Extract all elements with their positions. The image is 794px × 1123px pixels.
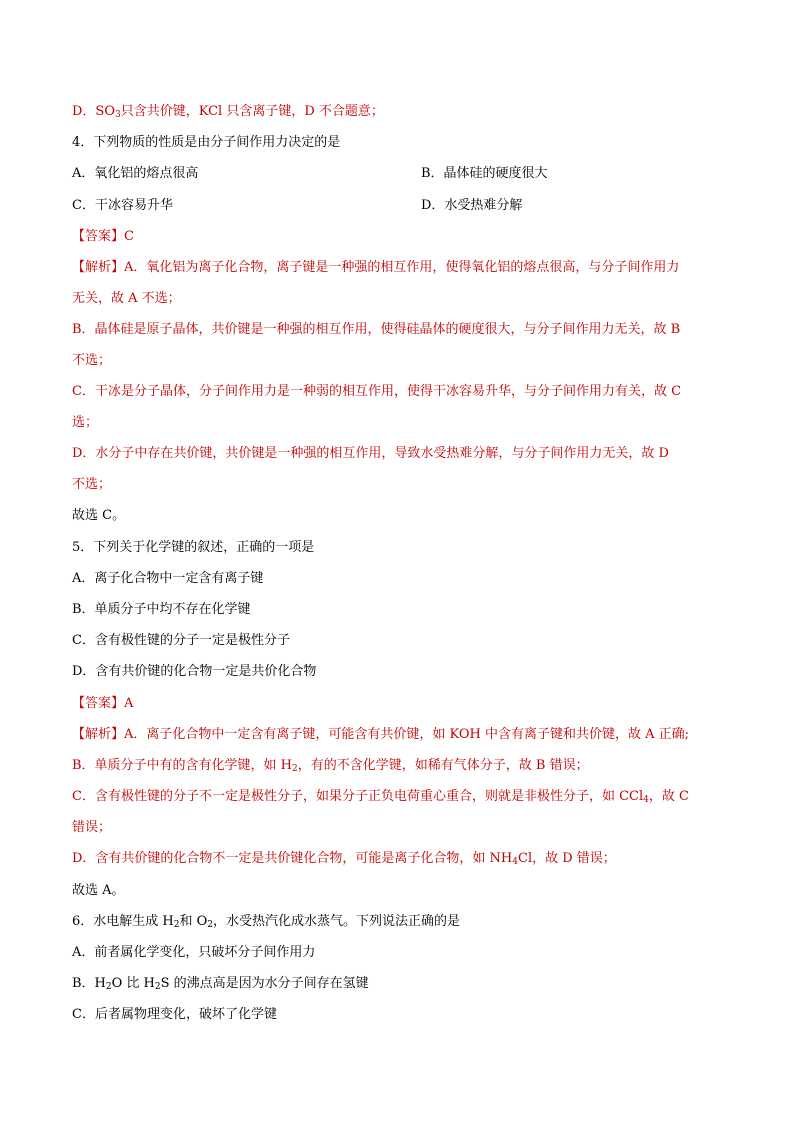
q5-analysis-line-2: B．单质分子中有的含有化学键，如 $H_2$，有的不含化学键，如稀有气体分子，故 B 错误； xyxy=(72,758,589,774)
q5-stem: 5．下列关于化学键的叙述，正确的一项是 xyxy=(72,540,315,555)
q4-option-d: D．水受热难分解 xyxy=(421,198,523,213)
q4-analysis-line-1: 【解析】A．氧化铝为离子化合物，离子键是一种强的相互作用，使得氧化铝的熔点很高，与分子间作用力 xyxy=(72,260,680,275)
q5-option-d: D．含有共价键的化合物一定是共价化合物 xyxy=(72,664,317,679)
q5-answer: 【答案】A xyxy=(72,696,134,711)
q4-conclusion: 故选 C。 xyxy=(72,508,126,523)
q4-analysis-line-5: C．干冰是分子晶体，分子间作用力是一种弱的相互作用，使得干冰容易升华，与分子间作用力有关，故 C xyxy=(72,384,682,399)
q4-analysis-line-8: 不选； xyxy=(72,477,112,492)
q5-analysis-line-5: D．含有共价键的化合物不一定是共价键化合物，可能是离子化合物，如 $NH_4Cl$，故 D 错误； xyxy=(72,851,616,867)
q5-option-a: A．离子化合物中一定含有离子键 xyxy=(72,571,264,586)
q3-option-d-analysis: D．$SO_3$只含共价键，KCl 只含离子键，D 不合题意； xyxy=(72,104,384,120)
q5-analysis-line-1: 【解析】A．离子化合物中一定含有离子键，可能含有共价键，如 KOH 中含有离子键和共价键，故 A 正确; xyxy=(72,727,690,742)
q4-analysis-line-7: D．水分子中存在共价键，共价键是一种强的相互作用，导致水受热难分解，与分子间作用力无关，故 D xyxy=(72,446,669,461)
q4-answer: 【答案】C xyxy=(72,229,134,244)
q4-analysis-line-3: B．晶体硅是原子晶体，共价键是一种强的相互作用，使得硅晶体的硬度很大，与分子间作用力无关，故 B xyxy=(72,322,681,337)
q5-conclusion: 故选 A。 xyxy=(72,883,125,898)
q4-options-row1 xyxy=(72,165,730,183)
q5-option-b: B．单质分子中均不存在化学键 xyxy=(72,602,251,617)
q5-analysis-line-3: C．含有极性键的分子不一定是极性分子，如果分子正负电荷重心重合，则就是非极性分子，如 CCl$_4$，故 C xyxy=(72,789,689,805)
q4-options-row2 xyxy=(72,197,730,215)
q4-option-b: B．晶体硅的硬度很大 xyxy=(421,166,548,181)
q6-option-c: C．后者属物理变化，破坏了化学键 xyxy=(72,1007,277,1022)
q4-analysis-line-4: 不选； xyxy=(72,353,112,368)
q4-analysis-line-6: 选； xyxy=(72,415,99,430)
q6-option-b: B．$H_2O$ 比 $H_2S$ 的沸点高是因为水分子间存在氢键 xyxy=(72,976,369,992)
q6-stem: 6．水电解生成 $H_2$和 $O_2$，水受热汽化成水蒸气。下列说法正确的是 xyxy=(72,914,461,930)
q5-analysis-line-4: 错误； xyxy=(72,820,112,835)
q4-option-a: A．氧化铝的熔点很高 xyxy=(72,166,199,181)
q4-option-c: C．干冰容易升华 xyxy=(72,198,173,213)
q4-analysis-line-2: 无关，故 A 不选； xyxy=(72,291,181,306)
q6-option-a: A．前者属化学变化，只破坏分子间作用力 xyxy=(72,945,316,960)
q4-stem: 4．下列物质的性质是由分子间作用力决定的是 xyxy=(72,135,341,150)
q5-option-c: C．含有极性键的分子一定是极性分子 xyxy=(72,633,290,648)
